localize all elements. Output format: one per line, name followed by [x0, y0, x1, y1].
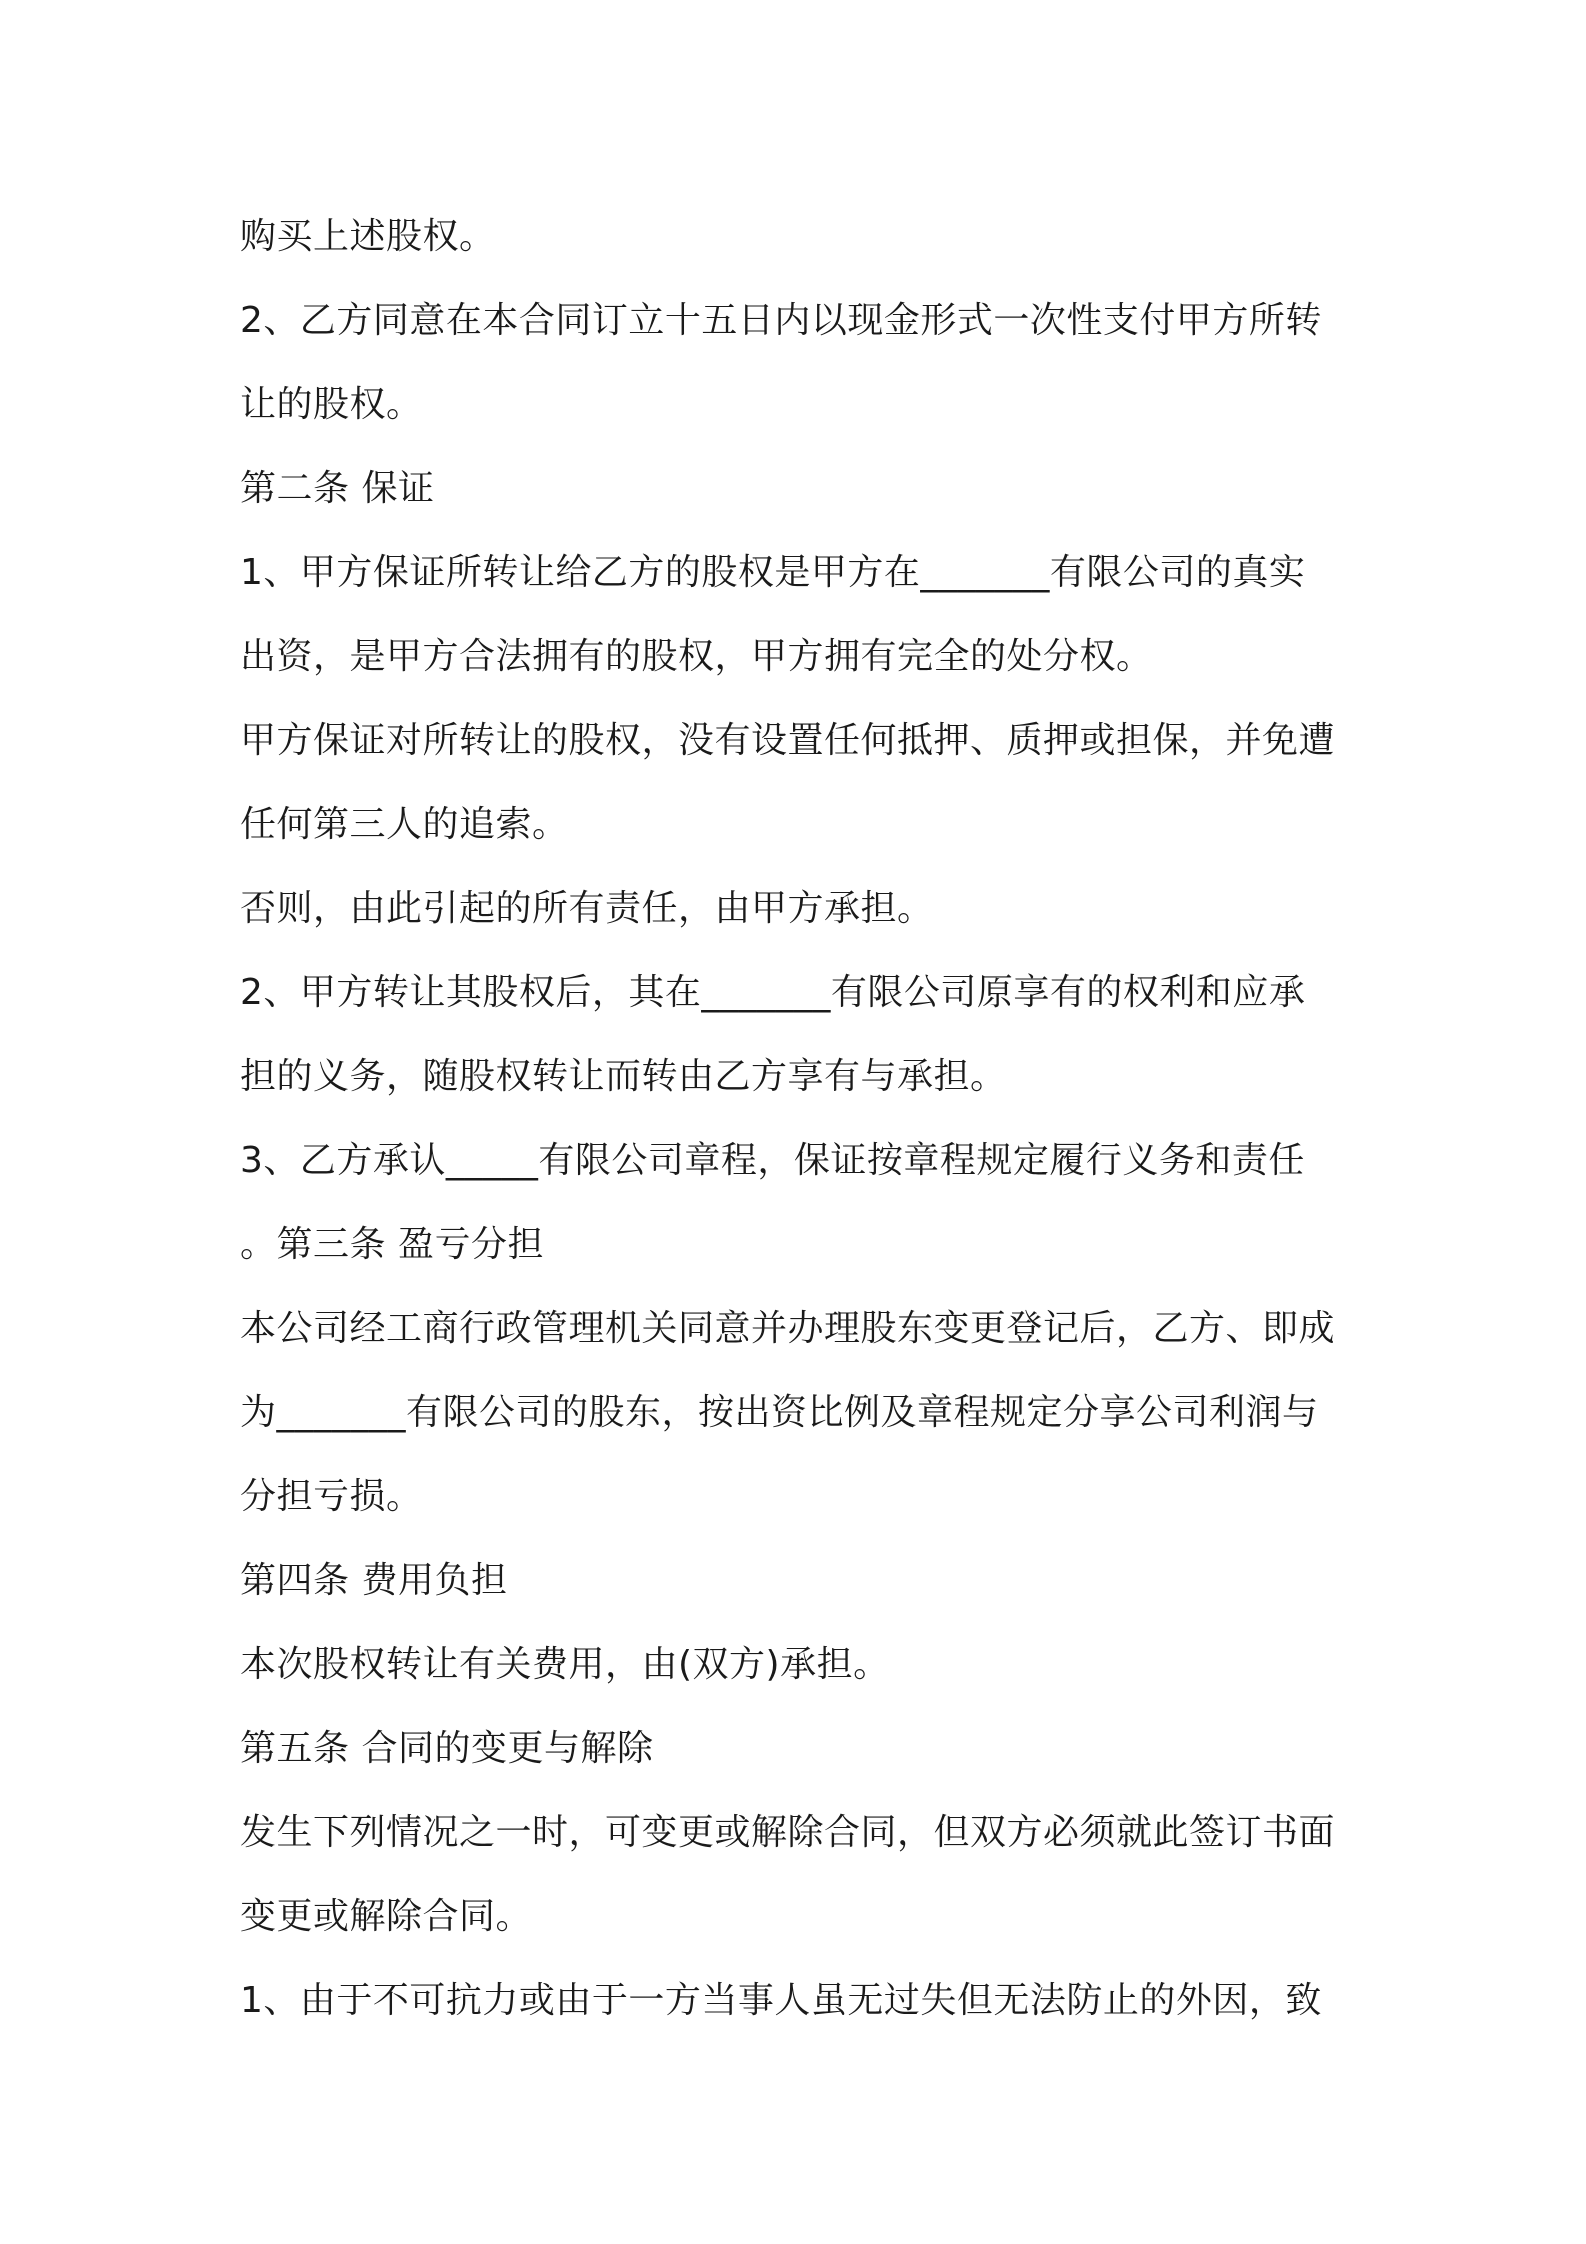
text-line: 1、由于不可抗力或由于一方当事人虽无过失但无法防止的外因，致 — [240, 1980, 1322, 2021]
text-line: 任何第三人的追索。 — [240, 804, 569, 845]
text-line: 2、乙方同意在本合同订立十五日内以现金形式一次性支付甲方所转 — [240, 300, 1322, 341]
section-heading: 第五条 合同的变更与解除 — [240, 1728, 654, 1769]
document-page — [240, 195, 1360, 2043]
text-line: 发生下列情况之一时，可变更或解除合同，但双方必须就此签订书面 — [240, 1812, 1336, 1853]
text-line: 分担亏损。 — [240, 1476, 423, 1517]
text-line: 否则，由此引起的所有责任，由甲方承担。 — [240, 888, 934, 929]
text-line: 担的义务，随股权转让而转由乙方享有与承担。 — [240, 1056, 1007, 1097]
text-line: 让的股权。 — [240, 384, 423, 425]
text-line: 1、甲方保证所转让给乙方的股权是甲方在_______有限公司的真实 — [240, 552, 1306, 593]
text-line: 2、甲方转让其股权后，其在_______有限公司原享有的权利和应承 — [240, 972, 1306, 1013]
text-line: 购买上述股权。 — [240, 216, 496, 257]
text-line: 3、乙方承认_____有限公司章程，保证按章程规定履行义务和责任 — [240, 1140, 1305, 1181]
text-line: 为_______有限公司的股东，按出资比例及章程规定分享公司利润与 — [240, 1392, 1319, 1433]
text-line: 变更或解除合同。 — [240, 1896, 533, 1937]
section-heading: 第二条 保证 — [240, 468, 435, 509]
text-line: 甲方保证对所转让的股权，没有设置任何抵押、质押或担保，并免遭 — [240, 720, 1336, 761]
section-heading: 第四条 费用负担 — [240, 1560, 508, 1601]
text-line: 本次股权转让有关费用，由(双方)承担。 — [240, 1644, 890, 1685]
text-line: 本公司经工商行政管理机关同意并办理股东变更登记后，乙方、即成 — [240, 1308, 1336, 1349]
section-heading: 。第三条 盈亏分担 — [240, 1224, 544, 1265]
text-line: 出资，是甲方合法拥有的股权，甲方拥有完全的处分权。 — [240, 636, 1153, 677]
